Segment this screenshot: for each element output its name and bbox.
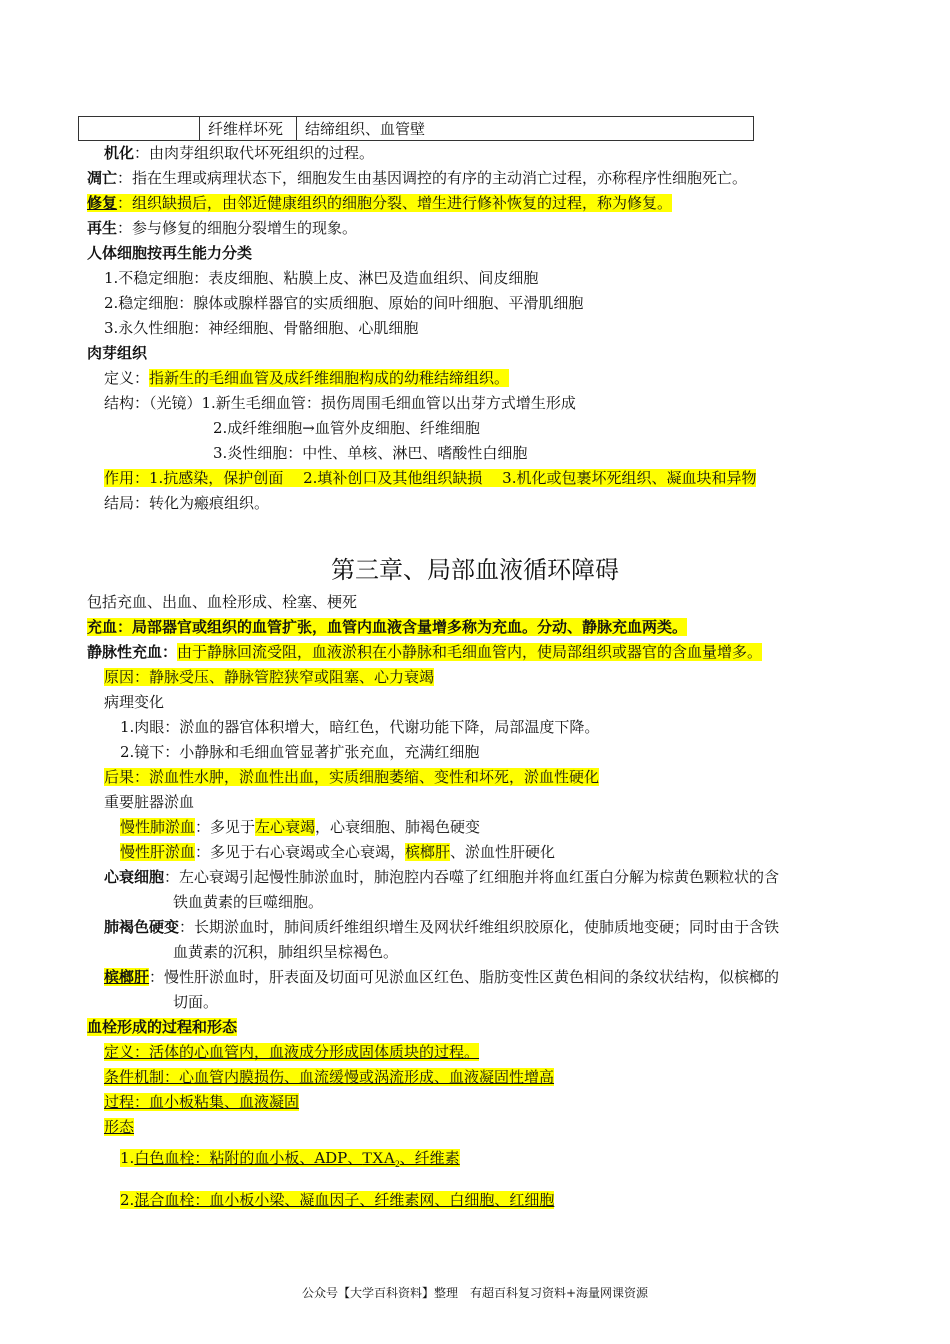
text: ：多见于右心衰竭或全心衰竭， <box>195 843 406 861</box>
number: 1. <box>120 1149 135 1167</box>
intro-line: 包括充血、出血、血栓形成、栓塞、梗死 <box>87 593 358 611</box>
regeneration-definition <box>87 218 357 238</box>
term: 心衰细胞 <box>104 868 165 886</box>
list-item: 1.肉眼：淤血的器官体积增大，暗红色，代谢功能下降，局部温度下降。 <box>120 718 600 736</box>
section-heading: 人体细胞按再生能力分类 <box>87 244 253 262</box>
necrosis-table <box>78 116 754 141</box>
granulation-definition <box>104 368 509 388</box>
continuation: 血黄素的沉积，肺组织呈棕褐色。 <box>173 943 399 961</box>
number: 2. <box>120 1191 135 1209</box>
text: 白色血栓：粘附的血小板、ADP、 <box>134 1149 363 1167</box>
subscript: 2 <box>395 1159 400 1170</box>
thrombus-process <box>104 1092 299 1112</box>
thrombus-form <box>104 1117 134 1137</box>
function-text: 作用：1.抗感染，保护创面 2.填补创口及其他组织缺损 3.机化或包裹坏死组织、凝血块和异物 <box>104 469 757 487</box>
text: 、纤维素 <box>399 1149 460 1167</box>
venous-hyperemia-definition <box>87 642 762 662</box>
txa2 <box>362 1150 400 1170</box>
definition: ：由肉芽组织取代坏死组织的过程。 <box>134 144 375 162</box>
definition: 由于静脉回流受阻，血液淤积在小静脉和毛细血管内，使局部组织或器官的含血量增多。 <box>177 643 763 661</box>
heading-text: 血栓形成的过程和形态 <box>87 1018 238 1036</box>
term: 再生 <box>87 219 118 237</box>
lung-congestion-line <box>120 817 480 837</box>
definition: 指新生的毛细血管及成纤维细胞构成的幼稚结缔组织。 <box>149 369 510 387</box>
text: 过程：血小板粘集、血液凝固 <box>104 1093 300 1111</box>
highlight: 左心衰竭 <box>255 818 316 836</box>
definition: ：长期淤血时，肺间质纤维组织增生及网状纤维组织胶原化，使肺质地变硬；同时由于含铁 <box>179 918 780 936</box>
brown-induration-definition <box>104 917 779 937</box>
table-cell: 纤维样坏死 <box>200 117 297 141</box>
result-text: 后果：淤血性水肿，淤血性出血，实质细胞萎缩、变性和坏死，淤血性硬化 <box>104 768 600 786</box>
continuation: 铁血黄素的巨噬细胞。 <box>173 893 324 911</box>
table-cell: 结缔组织、血管壁 <box>297 117 754 141</box>
repair-definition <box>87 193 672 213</box>
term: 慢性肝淤血 <box>120 843 196 861</box>
list-item: 1.不稳定细胞：表皮细胞、粘膜上皮、淋巴及造血组织、间皮细胞 <box>104 269 539 287</box>
organization-definition <box>104 143 374 163</box>
text: 条件机制：心血管内膜损伤、血流缓慢或涡流形成、血液凝固性增高 <box>104 1068 555 1086</box>
heart-failure-cell-definition <box>104 867 779 887</box>
list-item: 3.永久性细胞：神经细胞、骨骼细胞、心肌细胞 <box>104 319 419 337</box>
outcome-line: 结局：转化为瘢痕组织。 <box>104 494 270 512</box>
txa-text: TXA <box>362 1150 396 1167</box>
term: 修复 <box>87 194 118 212</box>
section-heading: 肉芽组织 <box>87 344 148 362</box>
nutmeg-liver-definition <box>104 967 779 987</box>
structure-line: 3.炎性细胞：中性、单核、淋巴、嗜酸性白细胞 <box>213 444 528 462</box>
term: 静脉性充血： <box>87 643 178 661</box>
text: ：多见于 <box>195 818 256 836</box>
cause-line <box>104 667 434 687</box>
structure-line: 2.成纤维细胞→血管外皮细胞、纤维细胞 <box>213 419 480 437</box>
function-line <box>104 468 756 488</box>
term: 凋亡 <box>87 169 118 187</box>
highlight: 槟榔肝 <box>405 843 451 861</box>
thrombus-conditions <box>104 1067 554 1087</box>
cause-text: 原因：静脉受压、静脉管腔狭窄或阻塞、心力衰竭 <box>104 668 435 686</box>
term: 槟榔肝 <box>104 968 150 986</box>
definition: ：指在生理或病理状态下，细胞发生由基因调控的有序的主动消亡过程，亦称程序性细胞死亡。 <box>117 169 748 187</box>
term: 慢性肺淤血 <box>120 818 196 836</box>
term: 机化 <box>104 144 135 162</box>
list-item: 2.镜下：小静脉和毛细血管显著扩张充血，充满红细胞 <box>120 743 480 761</box>
definition: ：组织缺损后，由邻近健康组织的细胞分裂、增生进行修补恢复的过程，称为修复。 <box>117 194 673 212</box>
text: 混合血栓：血小板小梁、凝血因子、纤维素网、白细胞、红细胞 <box>134 1191 555 1209</box>
continuation: 切面。 <box>173 993 219 1011</box>
liver-congestion-line <box>120 842 555 862</box>
text: 定义：活体的心血管内，血液成分形成固体质块的过程。 <box>104 1043 480 1061</box>
text: ，心衰细胞、肺褐色硬变 <box>315 818 481 836</box>
hyperemia-definition <box>87 617 687 637</box>
subheading: 病理变化 <box>104 693 165 711</box>
definition: ：参与修复的细胞分裂增生的现象。 <box>117 219 358 237</box>
structure-line: 结构：（光镜）1.新生毛细血管：损伤周围毛细血管以出芽方式增生形成 <box>104 394 576 412</box>
table-cell <box>79 117 200 141</box>
footer: 公众号【大学百科资料】整理 有超百科复习资料+海量网课资源 <box>301 1286 649 1300</box>
label: 定义： <box>104 369 150 387</box>
chapter-title: 第三章、局部血液循环障碍 <box>331 556 619 584</box>
white-thrombus-line <box>120 1148 460 1174</box>
text: 、淤血性肝硬化 <box>450 843 556 861</box>
subheading: 重要脏器淤血 <box>104 793 195 811</box>
definition: ：左心衰竭引起慢性肺淤血时，肺泡腔内吞噬了红细胞并将血红蛋白分解为棕黄色颗粒状的含 <box>164 868 780 886</box>
mixed-thrombus-line <box>120 1190 554 1210</box>
definition: ：慢性肝淤血时，肝表面及切面可见淤血区红色、脂肪变性区黄色相间的条纹状结构，似槟榔的 <box>149 968 780 986</box>
list-item: 2.稳定细胞：腺体或腺样器官的实质细胞、原始的间叶细胞、平滑肌细胞 <box>104 294 584 312</box>
definition: 充血：局部器官或组织的血管扩张，血管内血液含量增多称为充血。分动、静脉充血两类。 <box>87 618 688 636</box>
term: 肺褐色硬变 <box>104 918 180 936</box>
text: 形态 <box>104 1118 135 1136</box>
section-heading <box>87 1017 237 1037</box>
thrombus-definition <box>104 1042 479 1062</box>
result-line <box>104 767 599 787</box>
apoptosis-definition <box>87 168 747 188</box>
